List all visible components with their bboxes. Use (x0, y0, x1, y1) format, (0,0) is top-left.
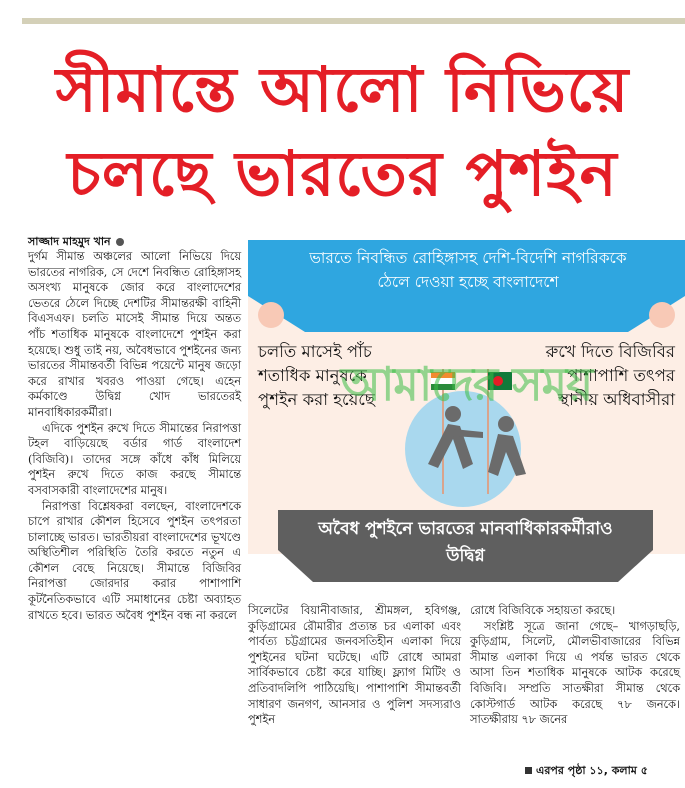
continued-text: এরপর পৃষ্ঠা ১১, কলাম ৫ (536, 764, 648, 777)
article-paragraph: দুর্গম সীমান্ত অঞ্চলের আলো নিভিয়ে দিয়ে ভারতের নাগরিক, সে দেশে নিবন্ধিত রোহিঙ্গাসহ অসংখ্য মানুষকে জোর করে বাংলাদেশের ভেতরে ঠেলে দিচ্ছে দেশটির সীমান্তরক্ষী বাহিনী বিএসএফ। চলতি মাসেই সীমান্ত দিয়ে অন্তত পাঁচ শতাধিক মানুষকে বাংলাদেশে পুশইন করা হয়েছে। শুধু তাই নয়, অবৈধভাবে পুশইনের জন্য ভারতের সীমান্তবর্তী বিভিন্ন পয়েন্টে মানুষ জড়ো করে রাখার খবরও পাওয়া গেছে। এহেন কর্মকাণ্ডে উদ্বিগ্ন খোদ ভারতেরই মানবাধিকারকর্মীরা। (28, 250, 241, 419)
page-top-rule (22, 0, 685, 24)
top-banner-text: ভারতে নিবন্ধিত রোহিঙ্গাসহ দেশি-বিদেশি নাগরিককে ঠেলে দেওয়া হচ্ছে বাংলাদেশে (309, 249, 627, 291)
continued-reference (525, 762, 648, 781)
article-paragraph: এদিকে পুশইন রুখে দিতে সীমান্তের নিরাপত্তা টহল বাড়িয়েছে বর্ডার গার্ড বাংলাদেশ (বিজিবি)। তাদের সঙ্গে কাঁধে কাঁধ মিলিয়ে পুশইন রুখে দিতে কাজ করছে সীমান্তে বসবাসকারী বাংলাদেশের মানুষ। (28, 421, 241, 497)
byline-dot-icon (116, 238, 124, 246)
headline-line-2: চলছে ভারতের পুশইন (67, 137, 618, 210)
watermark-text: আমাদের সময় (340, 357, 593, 411)
article-paragraph: রোধে বিজিবিকে সহায়তা করছে। (470, 604, 616, 617)
square-bullet-icon (525, 767, 532, 774)
bottom-banner-text: অবৈধ পুশইনে ভারতের মানবাধিকারকর্মীরাও উদ্বিগ্ন (318, 519, 613, 566)
article-paragraph: সিলেটের বিয়ানীবাজার, শ্রীমঙ্গল, হবিগঞ্জ, কুড়িগ্রামের রৌমারীর প্রত্যন্ত চর এলাকা এবং পার্বত্য চট্টগ্রামের জনবসতিহীন এলাকা দিয়ে পুশইনের ঘটনা ঘটেছে। এটি রোধে আমরা সার্বিকভাবে চেষ্টা করে যাচ্ছি। ফ্ল্যাগ মিটিং ও প্রতিবাদলিপি পাঠিয়েছি। পাশাপাশি সীমান্তবর্তী সাধারণ জনগণ, আনসার ও পুলিশ সদস্যরাও পুশইন (248, 604, 461, 727)
article-column-2 (248, 603, 461, 728)
decor-dot-right (649, 302, 675, 328)
article-paragraph: সংশ্লিষ্ট সূত্রে জানা গেছে– খাগড়াছড়ি, কুড়িগ্রাম, সিলেট, মৌলভীবাজারের বিভিন্ন সীমান্ত এলাকা দিয়ে এ পর্যন্ত ভারত থেকে আসা তিন শতাধিক মানুষকে আটক করেছে বিজিবি। সম্প্রতি সাতক্ষীরা সীমান্ত থেকে কোস্টগার্ড আটক করেছে ৭৮ জনকে। সাতক্ষীরায় ৭৮ জনের (470, 619, 680, 727)
headline-line-1: সীমান্তে আলো নিভিয়ে (55, 53, 630, 126)
infographic (248, 240, 685, 595)
right-callout: রুখে দিতে বিজিবির পাশাপাশি তৎপর স্থানীয় অধিবাসীরা (545, 342, 675, 409)
newspaper-watermark (248, 350, 685, 426)
bottom-banner (278, 510, 653, 582)
top-banner (248, 240, 685, 332)
article-paragraph: নিরাপত্তা বিশ্লেষকরা বলছেন, বাংলাদেশকে চাপে রাখার কৌশল হিসেবে পুশইন তৎপরতা চালাচ্ছে ভারত। ভারতীয়রা বাংলাদেশের ভূখণ্ডে অস্থিতিশীল পরিস্থিতি তৈরি করতে নতুন এ কৌশল বেছে নিয়েছে। সীমান্তে বিজিবির নিরাপত্তা জোরদার করার পাশাপাশি কূটনৈতিকভাবে এটি সমাধানের চেষ্টা অব্যাহত রাখতে হবে। ভারত অবৈধ পুশইন বন্ধ না করলে (28, 499, 241, 622)
article-column-1 (28, 249, 241, 623)
left-callout: চলতি মাসেই পাঁচ শতাধিক মানুষকে পুশইন করা হয়েছে (258, 342, 375, 409)
decor-dot-left (258, 302, 284, 328)
author-name: সাজ্জাদ মাহমুদ খান (28, 235, 111, 248)
article-column-3 (470, 603, 680, 728)
